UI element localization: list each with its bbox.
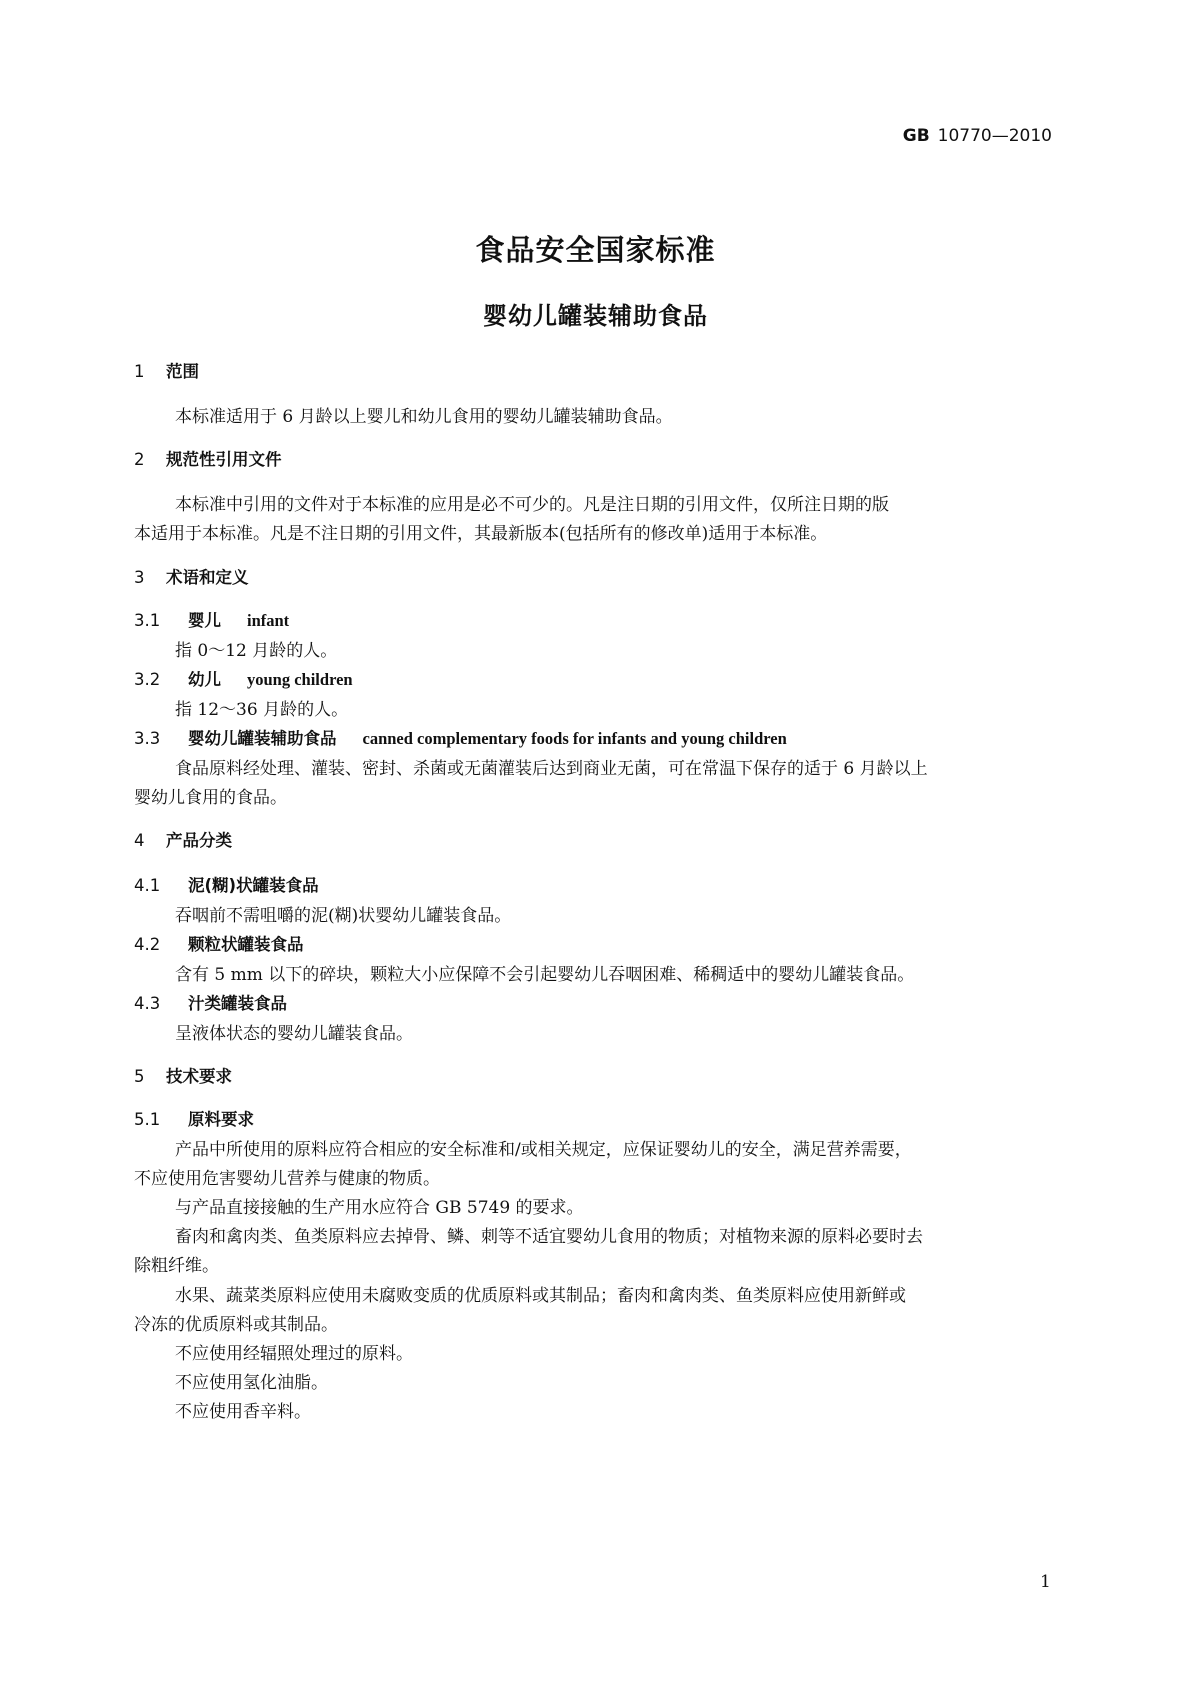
term-number: 3.1 <box>134 611 161 630</box>
category-description: 吞咽前不需咀嚼的泥(糊)状婴幼儿罐装食品。 <box>175 906 512 926</box>
page-number: 1 <box>1040 1572 1051 1592</box>
section-title: 产品分类 <box>166 831 232 850</box>
term-zh: 婴幼儿罐装辅助食品 <box>188 729 337 748</box>
term-3-3-heading <box>134 725 787 749</box>
paragraph: 本标准适用于 6 月龄以上婴儿和幼儿食用的婴幼儿罐装辅助食品。 <box>175 407 673 427</box>
paragraph: 与产品直接接触的生产用水应符合 GB 5749 的要求。 <box>175 1198 584 1218</box>
section-number: 3 <box>134 568 145 587</box>
term-definition: 指 0～12 月龄的人。 <box>175 641 338 661</box>
term-definition: 指 12～36 月龄的人。 <box>175 700 349 720</box>
term-number: 3.3 <box>134 729 161 748</box>
document-title: 食品安全国家标准 <box>475 233 716 267</box>
standard-number <box>903 126 1052 146</box>
section-title: 规范性引用文件 <box>166 450 282 469</box>
term-en: canned complementary foods for infants and young children <box>362 729 787 748</box>
category-number: 4.3 <box>134 994 161 1013</box>
section-4-heading <box>134 827 232 851</box>
requirement-title: 原料要求 <box>188 1110 254 1129</box>
section-title: 范围 <box>166 362 199 381</box>
category-4-3-heading <box>134 990 287 1014</box>
category-number: 4.2 <box>134 935 161 954</box>
category-number: 4.1 <box>134 876 161 895</box>
section-number: 1 <box>134 362 145 381</box>
category-description: 含有 5 mm 以下的碎块，颗粒大小应保障不会引起婴幼儿吞咽困难、稀稠适中的婴幼儿罐装食品。 <box>175 965 915 985</box>
category-title: 汁类罐装食品 <box>188 994 287 1013</box>
paragraph: 不应使用香辛料。 <box>175 1402 311 1422</box>
section-5-heading <box>134 1063 232 1087</box>
term-3-1-heading <box>134 607 289 631</box>
section-2-heading <box>134 446 282 470</box>
category-4-2-heading <box>134 931 304 955</box>
category-title: 泥(糊)状罐装食品 <box>188 876 319 895</box>
requirement-5-1-heading <box>134 1106 254 1130</box>
category-description: 呈液体状态的婴幼儿罐装食品。 <box>175 1024 413 1044</box>
requirement-number: 5.1 <box>134 1110 161 1129</box>
term-zh: 幼儿 <box>188 670 221 689</box>
paragraph-line: 畜肉和禽肉类、鱼类原料应去掉骨、鳞、刺等不适宜婴幼儿食用的物质；对植物来源的原料必要时去 <box>175 1227 923 1247</box>
document-subtitle: 婴幼儿罐装辅助食品 <box>483 302 708 330</box>
paragraph-line: 水果、蔬菜类原料应使用未腐败变质的优质原料或其制品；畜肉和禽肉类、鱼类原料应使用新鲜或 <box>175 1286 906 1306</box>
term-zh: 婴儿 <box>188 611 221 630</box>
term-3-2-heading <box>134 666 353 690</box>
paragraph-line: 本适用于本标准。凡是不注日期的引用文件，其最新版本(包括所有的修改单)适用于本标准。 <box>134 524 828 544</box>
standard-prefix: GB <box>902 126 930 146</box>
term-definition-line: 婴幼儿食用的食品。 <box>134 788 287 808</box>
section-title: 技术要求 <box>166 1067 232 1086</box>
paragraph-line: 不应使用危害婴幼儿营养与健康的物质。 <box>134 1169 440 1189</box>
term-definition-line: 食品原料经处理、灌装、密封、杀菌或无菌灌装后达到商业无菌，可在常温下保存的适于 6 月龄以上 <box>175 759 928 779</box>
paragraph-line: 除粗纤维。 <box>134 1256 219 1276</box>
section-3-heading <box>134 564 249 588</box>
paragraph: 不应使用经辐照处理过的原料。 <box>175 1344 413 1364</box>
paragraph: 不应使用氢化油脂。 <box>175 1373 328 1393</box>
section-1-heading <box>134 358 199 382</box>
term-number: 3.2 <box>134 670 161 689</box>
category-4-1-heading <box>134 872 319 896</box>
paragraph-line: 本标准中引用的文件对于本标准的应用是必不可少的。凡是注日期的引用文件，仅所注日期的版 <box>175 495 889 515</box>
section-number: 4 <box>134 831 145 850</box>
section-number: 5 <box>134 1067 145 1086</box>
paragraph-line: 冷冻的优质原料或其制品。 <box>134 1315 338 1335</box>
paragraph-line: 产品中所使用的原料应符合相应的安全标准和/或相关规定，应保证婴幼儿的安全，满足营养需要， <box>175 1140 912 1160</box>
standard-code: 10770—2010 <box>937 126 1052 146</box>
term-en: infant <box>247 611 290 630</box>
section-title: 术语和定义 <box>166 568 249 587</box>
section-number: 2 <box>134 450 145 469</box>
category-title: 颗粒状罐装食品 <box>188 935 304 954</box>
term-en: young children <box>247 670 353 689</box>
